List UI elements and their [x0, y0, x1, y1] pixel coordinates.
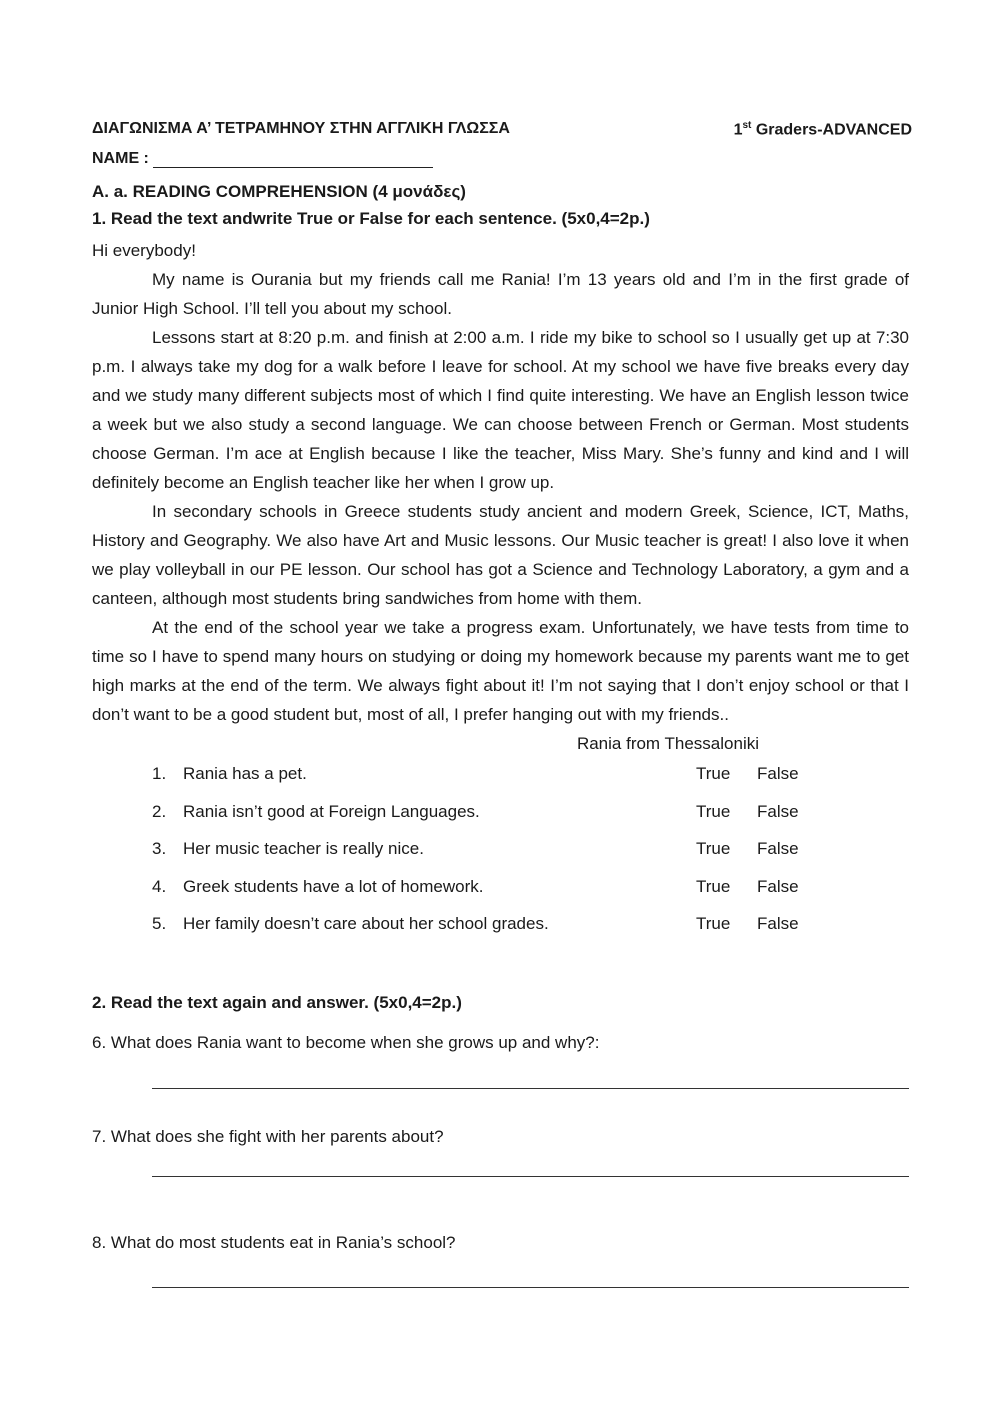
paragraph: Lessons start at 8:20 p.m. and finish at 2:00 a.m. I ride my bike to school so I usually get up at 7:30 p.m. I always take my dog for a walk before I leave for school. At my school we have five breaks every day and we study many different subjects most of which I find quite interesting. We have an English lesson twice a week but we also study a second language. We can choose between French or German. Most students choose German. I’m ace at English because I like the teacher, Miss Mary. She’s funny and kind and I will definitely become an English teacher like her when I grow up.	[92, 328, 909, 492]
item-statement: Greek students have a lot of homework.	[183, 876, 484, 896]
paragraph: My name is Ourania but my friends call me Rania! I’m 13 years old and I’m in the first grade of Junior High School. I’ll tell you about my school.	[92, 270, 909, 318]
true-option[interactable]: True	[696, 876, 731, 896]
task-2-instruction: 2. Read the text again and answer. (5x0,4=2p.)	[92, 993, 462, 1012]
question-8: 8. What do most students eat in Rania’s school?	[92, 1233, 456, 1252]
item-number: 2.	[152, 801, 167, 821]
item-statement: Her family doesn’t care about her school grades.	[183, 914, 549, 933]
item-number: 1.	[152, 764, 167, 783]
answer-line-8[interactable]	[152, 1287, 909, 1288]
tf-item	[152, 839, 812, 877]
reading-text	[92, 236, 909, 758]
task-1-instruction: 1. Read the text andwrite True or False for each sentence. (5x0,4=2p.)	[92, 209, 650, 228]
item-number: 3.	[152, 839, 167, 858]
item-number: 5.	[152, 914, 167, 933]
item-statement: Rania isn’t good at Foreign Languages.	[183, 801, 480, 821]
item-number: 4.	[152, 876, 167, 896]
name-label: NAME :	[92, 150, 149, 167]
tf-item	[152, 802, 812, 840]
answer-line-7[interactable]	[152, 1176, 909, 1177]
signature: Rania from Thessaloniki	[576, 734, 759, 753]
false-option[interactable]: False	[757, 876, 799, 896]
false-option[interactable]: False	[757, 839, 799, 858]
name-blank[interactable]	[153, 151, 433, 168]
question-7: 7. What does she fight with her parents about?	[92, 1127, 444, 1146]
true-false-list	[152, 764, 812, 952]
true-option[interactable]: True	[696, 914, 731, 933]
exam-header	[92, 120, 912, 138]
false-option[interactable]: False	[757, 764, 799, 783]
true-option[interactable]: True	[696, 839, 731, 858]
item-statement: Rania has a pet.	[183, 764, 307, 783]
false-option[interactable]: False	[757, 801, 799, 821]
paragraph: At the end of the school year we take a progress exam. Unfortunately, we have tests from time to time so I have to spend many hours on studying or doing my homework because my parents want me to get high marks at the end of the term. We always fight about it! I’m not saying that I don’t enjoy school or that I don’t want to be a good student but, most of all, I prefer hanging out with my friends..	[92, 618, 909, 724]
exam-title: ΔΙΑΓΩΝΙΣΜΑ Α’ ΤΕΤΡΑΜΗΝΟΥ ΣΤΗΝ ΑΓΓΛΙΚΗ ΓΛΩΣΣΑ	[92, 120, 510, 137]
answer-line-6[interactable]	[152, 1088, 909, 1089]
greeting: Hi everybody!	[92, 241, 196, 260]
item-statement: Her music teacher is really nice.	[183, 839, 424, 858]
tf-item	[152, 877, 812, 915]
false-option[interactable]: False	[757, 914, 799, 933]
tf-item	[152, 914, 812, 952]
question-6: 6. What does Rania want to become when she grows up and why?:	[92, 1033, 600, 1052]
grade-level: 1st Graders-ADVANCED	[733, 120, 912, 139]
tf-item	[152, 764, 812, 802]
true-option[interactable]: True	[696, 801, 731, 821]
true-option[interactable]: True	[696, 764, 731, 783]
name-field	[92, 150, 433, 168]
section-a-heading: A. a. READING COMPREHENSION (4 μονάδες)	[92, 182, 466, 201]
paragraph: In secondary schools in Greece students study ancient and modern Greek, Science, ICT, Maths, History and Geography. We also have Art and Music lessons. Our Music teacher is great! I also love it when we play volleyball in our PE lesson. Our school has got a Science and Technology Laboratory, a gym and a canteen, although most students bring sandwiches from home with them.	[92, 502, 909, 608]
